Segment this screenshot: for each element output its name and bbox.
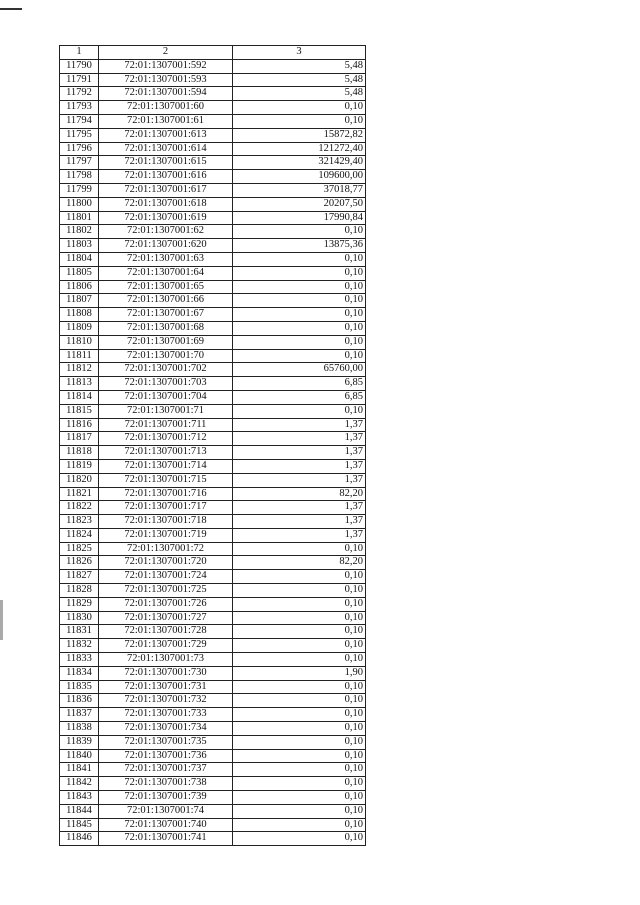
cadastral-number-cell: 72:01:1307001:727 <box>99 611 233 625</box>
row-number-cell: 11794 <box>60 114 99 128</box>
value-cell: 0,10 <box>233 653 366 667</box>
row-number-cell: 11796 <box>60 142 99 156</box>
cadastral-number-cell: 72:01:1307001:60 <box>99 101 233 115</box>
table-row <box>60 818 366 832</box>
table-row <box>60 722 366 736</box>
cadastral-number-cell: 72:01:1307001:711 <box>99 418 233 432</box>
value-cell: 0,10 <box>233 818 366 832</box>
value-cell: 0,10 <box>233 680 366 694</box>
scan-edge-shadow <box>0 600 3 640</box>
row-number-cell: 11825 <box>60 542 99 556</box>
value-cell: 0,10 <box>233 639 366 653</box>
cadastral-number-cell: 72:01:1307001:730 <box>99 666 233 680</box>
table-row <box>60 611 366 625</box>
cadastral-number-cell: 72:01:1307001:714 <box>99 459 233 473</box>
row-number-cell: 11815 <box>60 404 99 418</box>
value-cell: 5,48 <box>233 87 366 101</box>
row-number-cell: 11845 <box>60 818 99 832</box>
value-cell: 0,10 <box>233 722 366 736</box>
table-row <box>60 680 366 694</box>
value-cell: 321429,40 <box>233 156 366 170</box>
table-row <box>60 556 366 570</box>
cadastral-number-cell: 72:01:1307001:68 <box>99 321 233 335</box>
table-row <box>60 694 366 708</box>
value-cell: 0,10 <box>233 280 366 294</box>
row-number-cell: 11843 <box>60 791 99 805</box>
cadastral-number-cell: 72:01:1307001:592 <box>99 59 233 73</box>
row-number-cell: 11814 <box>60 390 99 404</box>
table-row <box>60 832 366 846</box>
cadastral-number-cell: 72:01:1307001:69 <box>99 335 233 349</box>
value-cell: 1,37 <box>233 432 366 446</box>
row-number-cell: 11839 <box>60 735 99 749</box>
value-cell: 5,48 <box>233 59 366 73</box>
value-cell: 0,10 <box>233 225 366 239</box>
row-number-cell: 11824 <box>60 528 99 542</box>
cadastral-number-cell: 72:01:1307001:73 <box>99 653 233 667</box>
table-row <box>60 459 366 473</box>
row-number-cell: 11840 <box>60 749 99 763</box>
cadastral-number-cell: 72:01:1307001:724 <box>99 570 233 584</box>
cadastral-number-cell: 72:01:1307001:733 <box>99 708 233 722</box>
table-row <box>60 666 366 680</box>
row-number-cell: 11820 <box>60 473 99 487</box>
table-row <box>60 791 366 805</box>
table-row <box>60 777 366 791</box>
value-cell: 0,10 <box>233 735 366 749</box>
table-row <box>60 252 366 266</box>
cadastral-number-cell: 72:01:1307001:67 <box>99 308 233 322</box>
value-cell: 17990,84 <box>233 211 366 225</box>
table-row <box>60 749 366 763</box>
value-cell: 0,10 <box>233 832 366 846</box>
value-cell: 0,10 <box>233 101 366 115</box>
table-row <box>60 653 366 667</box>
cadastral-number-cell: 72:01:1307001:71 <box>99 404 233 418</box>
value-cell: 0,10 <box>233 763 366 777</box>
cadastral-number-cell: 72:01:1307001:619 <box>99 211 233 225</box>
row-number-cell: 11792 <box>60 87 99 101</box>
table-row <box>60 432 366 446</box>
row-number-cell: 11821 <box>60 487 99 501</box>
cadastral-number-cell: 72:01:1307001:616 <box>99 170 233 184</box>
row-number-cell: 11816 <box>60 418 99 432</box>
table-row <box>60 708 366 722</box>
value-cell: 1,37 <box>233 528 366 542</box>
cadastral-number-cell: 72:01:1307001:614 <box>99 142 233 156</box>
row-number-cell: 11822 <box>60 501 99 515</box>
value-cell: 0,10 <box>233 404 366 418</box>
table-row <box>60 597 366 611</box>
row-number-cell: 11819 <box>60 459 99 473</box>
cadastral-number-cell: 72:01:1307001:716 <box>99 487 233 501</box>
value-cell: 65760,00 <box>233 363 366 377</box>
table-header <box>60 46 366 60</box>
value-cell: 13875,36 <box>233 239 366 253</box>
row-number-cell: 11791 <box>60 73 99 87</box>
row-number-cell: 11832 <box>60 639 99 653</box>
cadastral-number-cell: 72:01:1307001:66 <box>99 294 233 308</box>
row-number-cell: 11797 <box>60 156 99 170</box>
row-number-cell: 11810 <box>60 335 99 349</box>
table-row <box>60 156 366 170</box>
value-cell: 6,85 <box>233 390 366 404</box>
row-number-cell: 11818 <box>60 446 99 460</box>
cadastral-number-cell: 72:01:1307001:63 <box>99 252 233 266</box>
cadastral-number-cell: 72:01:1307001:704 <box>99 390 233 404</box>
cadastral-number-cell: 72:01:1307001:736 <box>99 749 233 763</box>
cadastral-number-cell: 72:01:1307001:618 <box>99 197 233 211</box>
cadastral-number-cell: 72:01:1307001:720 <box>99 556 233 570</box>
table-row <box>60 584 366 598</box>
row-number-cell: 11790 <box>60 59 99 73</box>
row-number-cell: 11793 <box>60 101 99 115</box>
row-number-cell: 11831 <box>60 625 99 639</box>
row-number-cell: 11813 <box>60 377 99 391</box>
row-number-cell: 11844 <box>60 804 99 818</box>
value-cell: 1,37 <box>233 446 366 460</box>
value-cell: 82,20 <box>233 487 366 501</box>
header-col-3: 3 <box>233 46 366 60</box>
cadastral-number-cell: 72:01:1307001:731 <box>99 680 233 694</box>
cadastral-number-cell: 72:01:1307001:718 <box>99 515 233 529</box>
table-row <box>60 321 366 335</box>
table-row <box>60 349 366 363</box>
table-row <box>60 211 366 225</box>
table-row <box>60 528 366 542</box>
cadastral-number-cell: 72:01:1307001:719 <box>99 528 233 542</box>
cadastral-number-cell: 72:01:1307001:717 <box>99 501 233 515</box>
value-cell: 82,20 <box>233 556 366 570</box>
cadastral-number-cell: 72:01:1307001:703 <box>99 377 233 391</box>
value-cell: 0,10 <box>233 114 366 128</box>
table-body <box>60 59 366 845</box>
table-row <box>60 170 366 184</box>
value-cell: 0,10 <box>233 335 366 349</box>
value-cell: 6,85 <box>233 377 366 391</box>
table-row <box>60 625 366 639</box>
table-row <box>60 114 366 128</box>
table-row <box>60 473 366 487</box>
table-row <box>60 570 366 584</box>
cadastral-number-cell: 72:01:1307001:738 <box>99 777 233 791</box>
row-number-cell: 11795 <box>60 128 99 142</box>
row-number-cell: 11799 <box>60 183 99 197</box>
row-number-cell: 11807 <box>60 294 99 308</box>
value-cell: 37018,77 <box>233 183 366 197</box>
row-number-cell: 11838 <box>60 722 99 736</box>
row-number-cell: 11804 <box>60 252 99 266</box>
table-row <box>60 294 366 308</box>
cadastral-number-cell: 72:01:1307001:740 <box>99 818 233 832</box>
row-number-cell: 11817 <box>60 432 99 446</box>
row-number-cell: 11826 <box>60 556 99 570</box>
value-cell: 121272,40 <box>233 142 366 156</box>
row-number-cell: 11846 <box>60 832 99 846</box>
row-number-cell: 11812 <box>60 363 99 377</box>
row-number-cell: 11800 <box>60 197 99 211</box>
header-col-2: 2 <box>99 46 233 60</box>
table-row <box>60 87 366 101</box>
row-number-cell: 11823 <box>60 515 99 529</box>
row-number-cell: 11803 <box>60 239 99 253</box>
table-row <box>60 225 366 239</box>
cadastral-number-cell: 72:01:1307001:734 <box>99 722 233 736</box>
value-cell: 0,10 <box>233 804 366 818</box>
value-cell: 0,10 <box>233 252 366 266</box>
cadastral-number-cell: 72:01:1307001:726 <box>99 597 233 611</box>
value-cell: 0,10 <box>233 266 366 280</box>
value-cell: 0,10 <box>233 294 366 308</box>
cadastral-number-cell: 72:01:1307001:70 <box>99 349 233 363</box>
table-row <box>60 446 366 460</box>
value-cell: 1,37 <box>233 501 366 515</box>
row-number-cell: 11809 <box>60 321 99 335</box>
table-row <box>60 501 366 515</box>
row-number-cell: 11811 <box>60 349 99 363</box>
table-row <box>60 763 366 777</box>
value-cell: 0,10 <box>233 791 366 805</box>
value-cell: 1,37 <box>233 459 366 473</box>
header-row <box>60 46 366 60</box>
row-number-cell: 11801 <box>60 211 99 225</box>
value-cell: 0,10 <box>233 597 366 611</box>
value-cell: 1,37 <box>233 515 366 529</box>
cadastral-number-cell: 72:01:1307001:741 <box>99 832 233 846</box>
row-number-cell: 11829 <box>60 597 99 611</box>
cadastral-number-cell: 72:01:1307001:594 <box>99 87 233 101</box>
cadastral-number-cell: 72:01:1307001:62 <box>99 225 233 239</box>
value-cell: 0,10 <box>233 349 366 363</box>
cadastral-number-cell: 72:01:1307001:712 <box>99 432 233 446</box>
row-number-cell: 11837 <box>60 708 99 722</box>
cadastral-table <box>59 45 366 846</box>
table-row <box>60 377 366 391</box>
table-row <box>60 639 366 653</box>
cadastral-number-cell: 72:01:1307001:702 <box>99 363 233 377</box>
value-cell: 0,10 <box>233 321 366 335</box>
table-row <box>60 487 366 501</box>
value-cell: 0,10 <box>233 542 366 556</box>
table-row <box>60 418 366 432</box>
row-number-cell: 11835 <box>60 680 99 694</box>
value-cell: 0,10 <box>233 308 366 322</box>
table-row <box>60 515 366 529</box>
cadastral-number-cell: 72:01:1307001:729 <box>99 639 233 653</box>
value-cell: 5,48 <box>233 73 366 87</box>
table-row <box>60 128 366 142</box>
cadastral-number-cell: 72:01:1307001:737 <box>99 763 233 777</box>
table-row <box>60 404 366 418</box>
value-cell: 0,10 <box>233 611 366 625</box>
table-row <box>60 73 366 87</box>
row-number-cell: 11806 <box>60 280 99 294</box>
row-number-cell: 11802 <box>60 225 99 239</box>
row-number-cell: 11834 <box>60 666 99 680</box>
value-cell: 1,90 <box>233 666 366 680</box>
value-cell: 15872,82 <box>233 128 366 142</box>
cadastral-number-cell: 72:01:1307001:715 <box>99 473 233 487</box>
value-cell: 0,10 <box>233 694 366 708</box>
table-row <box>60 142 366 156</box>
table-row <box>60 308 366 322</box>
value-cell: 109600,00 <box>233 170 366 184</box>
row-number-cell: 11805 <box>60 266 99 280</box>
value-cell: 1,37 <box>233 418 366 432</box>
cadastral-number-cell: 72:01:1307001:615 <box>99 156 233 170</box>
table-row <box>60 804 366 818</box>
scan-edge-mark <box>0 8 22 10</box>
cadastral-number-cell: 72:01:1307001:620 <box>99 239 233 253</box>
table-row <box>60 363 366 377</box>
cadastral-number-cell: 72:01:1307001:725 <box>99 584 233 598</box>
table-row <box>60 335 366 349</box>
row-number-cell: 11833 <box>60 653 99 667</box>
value-cell: 0,10 <box>233 570 366 584</box>
cadastral-number-cell: 72:01:1307001:72 <box>99 542 233 556</box>
cadastral-number-cell: 72:01:1307001:65 <box>99 280 233 294</box>
table-row <box>60 239 366 253</box>
table-row <box>60 59 366 73</box>
table-row <box>60 735 366 749</box>
table-row <box>60 390 366 404</box>
cadastral-number-cell: 72:01:1307001:728 <box>99 625 233 639</box>
cadastral-number-cell: 72:01:1307001:617 <box>99 183 233 197</box>
cadastral-number-cell: 72:01:1307001:61 <box>99 114 233 128</box>
value-cell: 0,10 <box>233 584 366 598</box>
cadastral-number-cell: 72:01:1307001:713 <box>99 446 233 460</box>
row-number-cell: 11808 <box>60 308 99 322</box>
row-number-cell: 11827 <box>60 570 99 584</box>
value-cell: 0,10 <box>233 777 366 791</box>
value-cell: 20207,50 <box>233 197 366 211</box>
table-row <box>60 266 366 280</box>
value-cell: 0,10 <box>233 708 366 722</box>
row-number-cell: 11830 <box>60 611 99 625</box>
value-cell: 0,10 <box>233 625 366 639</box>
row-number-cell: 11836 <box>60 694 99 708</box>
cadastral-number-cell: 72:01:1307001:64 <box>99 266 233 280</box>
row-number-cell: 11798 <box>60 170 99 184</box>
cadastral-number-cell: 72:01:1307001:613 <box>99 128 233 142</box>
row-number-cell: 11842 <box>60 777 99 791</box>
cadastral-number-cell: 72:01:1307001:732 <box>99 694 233 708</box>
header-col-1: 1 <box>60 46 99 60</box>
cadastral-number-cell: 72:01:1307001:74 <box>99 804 233 818</box>
cadastral-number-cell: 72:01:1307001:593 <box>99 73 233 87</box>
cadastral-number-cell: 72:01:1307001:735 <box>99 735 233 749</box>
table-row <box>60 197 366 211</box>
table-row <box>60 101 366 115</box>
table-row <box>60 542 366 556</box>
cadastral-number-cell: 72:01:1307001:739 <box>99 791 233 805</box>
row-number-cell: 11828 <box>60 584 99 598</box>
table-row <box>60 280 366 294</box>
row-number-cell: 11841 <box>60 763 99 777</box>
value-cell: 1,37 <box>233 473 366 487</box>
table-row <box>60 183 366 197</box>
value-cell: 0,10 <box>233 749 366 763</box>
